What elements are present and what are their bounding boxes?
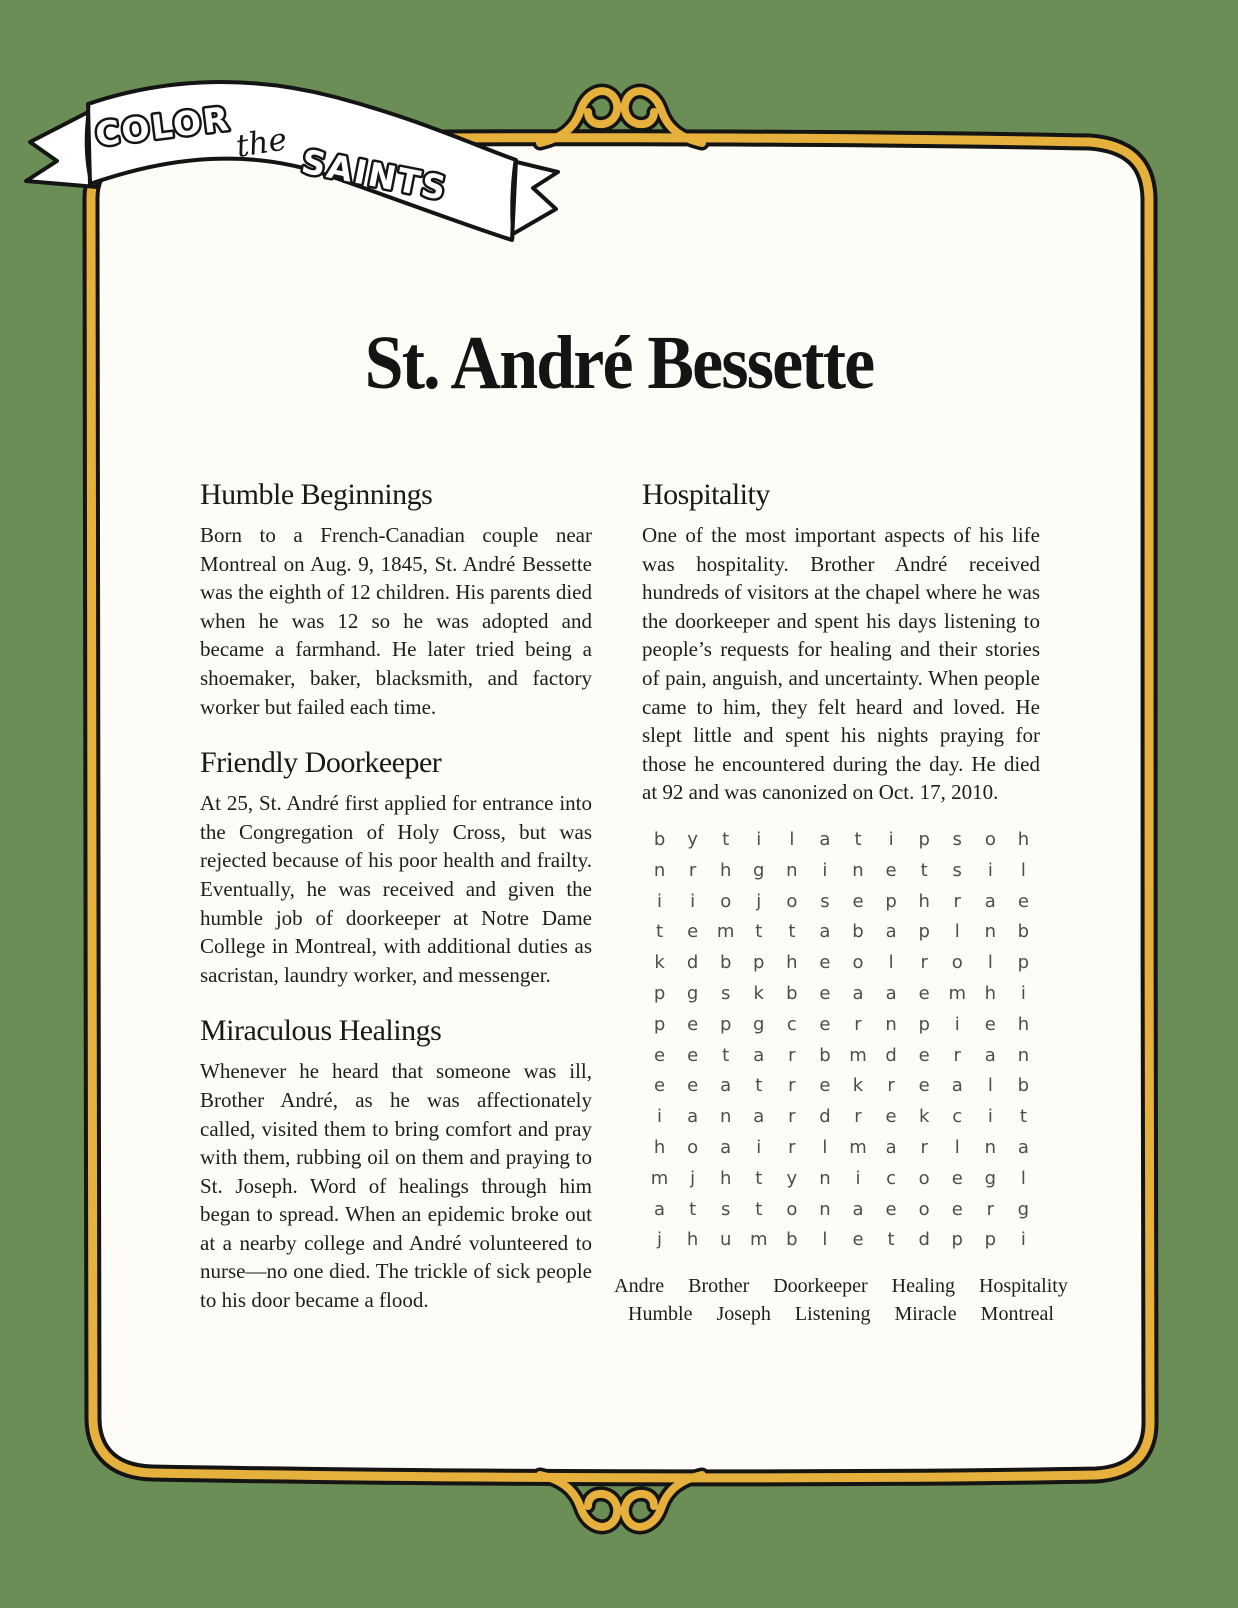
word-search-letter: d [819, 1106, 831, 1128]
word-search-row [643, 1195, 1040, 1226]
word-search-letter: l [954, 1136, 960, 1158]
word-search-letter: i [1020, 1229, 1026, 1251]
word-search-letter: u [719, 1229, 732, 1251]
word-search-letter: d [686, 952, 699, 974]
word-search-letter: i [987, 1106, 993, 1128]
word-search-letter: j [756, 890, 762, 912]
word-search-letter: e [819, 982, 831, 1004]
word-search-letter: t [656, 921, 664, 943]
word-search-letter: t [722, 1044, 730, 1066]
word-search-letter: r [788, 1075, 796, 1097]
word-search-letter: n [786, 859, 798, 881]
word-search-letter: p [918, 1013, 930, 1035]
word-search-letter: l [1020, 859, 1026, 881]
word-search-letter: k [654, 952, 665, 974]
word-search-letter: i [657, 1106, 663, 1128]
word-search-letter: n [719, 1106, 732, 1128]
word-bank-word: Doorkeeper [773, 1275, 868, 1298]
word-search-letter: k [753, 982, 764, 1004]
word-search-letter: n [1017, 1044, 1030, 1066]
word-search-row [643, 1164, 1040, 1195]
word-search-letter: c [952, 1106, 963, 1128]
word-search-letter: p [918, 921, 930, 943]
word-search-letter: s [952, 859, 962, 881]
word-search-row [643, 979, 1040, 1010]
page-title: St. André Bessette [364, 321, 874, 405]
word-search-letter: n [819, 1198, 831, 1220]
right-column [614, 478, 1068, 1328]
word-search-letter: e [918, 982, 930, 1004]
word-search-letter: b [1017, 921, 1030, 943]
word-search-letter: g [1017, 1198, 1030, 1220]
word-search-letter: e [819, 1013, 831, 1035]
word-bank-word: Joseph [716, 1303, 771, 1326]
word-search-letter: t [1019, 1106, 1027, 1128]
word-search-letter: a [819, 828, 831, 850]
banner-word-saints: SAINTS [298, 141, 451, 208]
banner-word-color: COLOR [93, 98, 233, 154]
word-search-letter: t [722, 828, 730, 850]
word-search-letter: s [820, 890, 830, 912]
word-search-letter: p [753, 952, 765, 974]
word-search-letter: g [753, 859, 765, 881]
word-search-letter: g [753, 1013, 765, 1035]
word-search-letter: m [849, 1136, 867, 1158]
word-search-letter: b [653, 828, 666, 850]
word-search-letter: r [788, 1136, 796, 1158]
word-search-letter: d [918, 1229, 930, 1251]
word-search-letter: t [755, 1198, 763, 1220]
word-search-letter: a [819, 921, 831, 943]
section-hospitality [642, 478, 1040, 807]
word-search-letter: e [885, 859, 897, 881]
word-search-letter: b [1017, 1075, 1030, 1097]
word-search-letter: a [885, 921, 897, 943]
word-search-row [643, 1010, 1040, 1041]
section-body: At 25, St. André first applied for entrance into the Congregation of Holy Cross, but was rejected because of his poor health and frailty. Eventually, he was received and given the humble job of doorkeeper at Notre Dame College in Montreal, with additional duties as sacristan, laundry worker, and messenger. [200, 791, 592, 987]
word-search-row [643, 1102, 1040, 1133]
section-heading: Hospitality [642, 478, 770, 511]
word-search-letter: t [887, 1229, 895, 1251]
word-search-letter: n [819, 1167, 831, 1189]
word-search-letter: b [819, 1044, 831, 1066]
word-search-letter: o [852, 952, 864, 974]
word-search-letter: a [1017, 1136, 1029, 1158]
word-search-letter: m [750, 1229, 768, 1251]
word-search-letter: m [650, 1167, 669, 1189]
word-search-letter: r [953, 1044, 961, 1066]
word-search-letter: h [918, 890, 930, 912]
word-search-letter: i [954, 1013, 960, 1035]
word-search-letter: i [855, 1167, 861, 1189]
word-search-letter: o [786, 1198, 798, 1220]
word-search-letter: e [984, 1013, 996, 1035]
word-search-letter: h [653, 1136, 666, 1158]
word-search-letter: y [786, 1167, 798, 1189]
word-search-row [643, 1071, 1040, 1102]
word-search-letter: n [984, 921, 997, 943]
word-search-letter: c [786, 1013, 797, 1035]
word-search-letter: e [654, 1044, 666, 1066]
word-search-letter: r [953, 890, 961, 912]
word-search-letter: j [690, 1167, 696, 1189]
word-search-letter: e [1017, 890, 1029, 912]
word-search-letter: e [951, 1167, 963, 1189]
word-search-letter: a [852, 982, 864, 1004]
word-search-row [643, 948, 1040, 979]
word-search-word-bank [614, 1272, 1068, 1328]
word-search-letter: t [689, 1198, 697, 1220]
word-search-row [643, 1133, 1040, 1164]
word-search-letter: r [887, 1075, 895, 1097]
section-heading: Miraculous Healings [200, 1014, 442, 1048]
word-search-letter: a [720, 1075, 732, 1097]
word-search-letter: b [786, 1229, 798, 1251]
word-search-letter: n [984, 1136, 997, 1158]
word-search-letter: y [687, 828, 698, 850]
word-search-letter: i [657, 890, 663, 912]
word-search-letter: a [984, 1044, 996, 1066]
word-search-letter: r [688, 859, 697, 881]
word-bank-word: Healing [891, 1275, 955, 1298]
word-search-letter: l [987, 952, 993, 974]
word-search-letter: i [690, 890, 696, 912]
word-search-letter: k [918, 1106, 930, 1128]
word-search-letter: g [686, 982, 699, 1004]
word-search-letter: m [948, 982, 967, 1004]
word-search-letter: h [719, 859, 732, 881]
word-search-letter: d [885, 1044, 897, 1066]
word-search-letter: e [885, 1198, 897, 1220]
word-search-letter: i [756, 828, 762, 850]
word-search-letter: b [852, 921, 864, 943]
word-search-letter: e [852, 1229, 864, 1251]
word-search-letter: s [721, 1198, 731, 1220]
word-search-letter: m [716, 921, 735, 943]
word-bank-line [628, 1300, 1054, 1328]
word-search-letter: e [819, 1075, 831, 1097]
word-search-letter: e [852, 890, 864, 912]
section-body: Born to a French-Canadian couple near Montreal on Aug. 9, 1845, St. André Bessette was the eighth of 12 children. His parents died when he was 12 so he was adopted and became a farmhand. He later tried being a shoemaker, baker, blacksmith, and factory worker but failed each time. [200, 523, 592, 719]
word-search-letter: e [951, 1198, 963, 1220]
word-search-letter: a [885, 1136, 897, 1158]
word-search-letter: p [1017, 952, 1030, 974]
word-search-letter: l [822, 1136, 828, 1158]
word-search-letter: i [822, 859, 828, 881]
word-search-letter: t [788, 921, 796, 943]
word-search-letter: n [653, 859, 666, 881]
section-heading: Humble Beginnings [200, 478, 433, 511]
word-bank-word: Humble [628, 1303, 693, 1326]
word-search-letter: k [852, 1075, 864, 1097]
word-bank-word: Montreal [980, 1303, 1054, 1326]
section-friendly-doorkeeper [200, 746, 592, 989]
word-search-letter: n [852, 859, 864, 881]
word-search-letter: p [918, 828, 930, 850]
word-bank-line [614, 1272, 1068, 1300]
word-search-letter: o [720, 890, 732, 912]
word-search-letter: m [849, 1044, 867, 1066]
section-miraculous-healings [200, 1014, 592, 1314]
section-heading: Friendly Doorkeeper [200, 746, 442, 780]
word-search-letter: b [719, 952, 732, 974]
word-search-letter: a [753, 1106, 765, 1128]
word-search-letter: r [854, 1106, 862, 1128]
word-search-letter: p [719, 1013, 732, 1035]
section-body: One of the most important aspects of his life was hospitality. Brother André received hundreds of visitors at the chapel where he was the doorkeeper and spent his days listening to people’s requests for healing and their stories of pain, anguish, and uncertainty. When people came to him, they felt heard and loved. He slept little and spent his nights praying for those he encountered during the day. He died at 92 and was canonized on Oct. 17, 2010. [642, 523, 1040, 805]
word-search-row [643, 1225, 1040, 1256]
word-search-row [643, 856, 1040, 887]
word-search-letter: j [657, 1229, 663, 1251]
word-search-letter: h [686, 1229, 699, 1251]
word-search-letter: i [756, 1136, 762, 1158]
word-search-letter: o [786, 890, 798, 912]
word-search-letter: p [951, 1229, 963, 1251]
word-search-letter: a [753, 1044, 765, 1066]
word-search-letter: i [987, 859, 993, 881]
word-search-letter: r [854, 1013, 862, 1035]
banner-word-the: the [233, 121, 290, 165]
word-search-row [643, 1041, 1040, 1072]
word-search-letter: c [886, 1167, 897, 1189]
word-search-letter: h [1017, 1013, 1030, 1035]
word-search-letter: g [984, 1167, 997, 1189]
word-search-letter: h [719, 1167, 732, 1189]
section-humble-beginnings [200, 478, 592, 721]
word-search-letter: l [822, 1229, 828, 1251]
word-bank-word: Andre [614, 1275, 665, 1298]
word-search-letter: e [819, 952, 831, 974]
word-search-letter: n [885, 1013, 897, 1035]
word-search-letter: s [721, 982, 731, 1004]
word-search-letter: l [1020, 1167, 1026, 1189]
word-search-letter: e [918, 1075, 930, 1097]
word-search-letter: e [885, 1106, 897, 1128]
word-search-letter: b [786, 982, 798, 1004]
word-search-row [643, 917, 1040, 948]
word-search-letter: p [653, 982, 666, 1004]
word-search-letter: o [918, 1167, 930, 1189]
word-search-letter: a [984, 890, 996, 912]
word-search-letter: t [755, 1167, 763, 1189]
word-search-letter: e [687, 1075, 699, 1097]
word-search-letter: t [755, 921, 763, 943]
word-search-letter: a [687, 1106, 699, 1128]
word-search-letter: o [951, 952, 963, 974]
word-search-letter: l [888, 952, 894, 974]
word-search-letter: e [687, 1044, 699, 1066]
word-search-letter: r [788, 1044, 796, 1066]
word-search-letter: e [918, 1044, 930, 1066]
word-search-letter: s [952, 828, 962, 850]
word-search-letter: r [986, 1198, 995, 1220]
word-search-letter: p [885, 890, 897, 912]
word-search-letter: l [789, 828, 795, 850]
word-search-letter: t [854, 828, 862, 850]
word-search-letter: h [786, 952, 798, 974]
word-search-letter: r [920, 1136, 928, 1158]
word-search-letter: p [984, 1229, 997, 1251]
word-bank-word: Listening [794, 1303, 871, 1326]
word-search-letter: a [885, 982, 897, 1004]
word-search-grid [643, 825, 1040, 1256]
left-column [200, 478, 592, 1315]
word-bank-word: Miracle [894, 1303, 957, 1326]
word-search-letter: o [984, 828, 996, 850]
word-search-letter: r [788, 1106, 796, 1128]
word-search-letter: a [852, 1198, 864, 1220]
word-search-letter: h [1017, 828, 1030, 850]
word-search-letter: l [954, 921, 960, 943]
word-search-letter: i [1020, 982, 1026, 1004]
word-search-letter: e [654, 1075, 666, 1097]
word-search-letter: o [918, 1198, 930, 1220]
word-search-letter: t [755, 1075, 763, 1097]
word-search-letter: l [987, 1075, 993, 1097]
section-body: Whenever he heard that someone was ill, Brother André, as he was affectionately called, visited them to bring comfort and pray with them, rubbing oil on them and praying to St. Joseph. Word of healings through him began to spread. When an epidemic broke out at a nearby college and André volunteered to nurse—no one died. The trickle of sick people to his door became a flood. [200, 1059, 592, 1313]
word-search-letter: e [687, 1013, 699, 1035]
word-search-letter: o [687, 1136, 699, 1158]
word-search-letter: h [984, 982, 997, 1004]
word-search-letter: a [951, 1075, 963, 1097]
word-bank-word: Brother [688, 1275, 750, 1298]
word-search-letter: a [720, 1136, 732, 1158]
word-bank-word: Hospitality [978, 1275, 1068, 1298]
word-search-letter: t [920, 859, 928, 881]
word-search-letter: p [653, 1013, 666, 1035]
word-search-letter: e [687, 921, 699, 943]
word-search-letter: a [654, 1198, 666, 1220]
word-search-row [643, 887, 1040, 918]
word-search-row [643, 825, 1040, 856]
word-search-letter: i [888, 828, 894, 850]
word-search-letter: r [920, 952, 928, 974]
